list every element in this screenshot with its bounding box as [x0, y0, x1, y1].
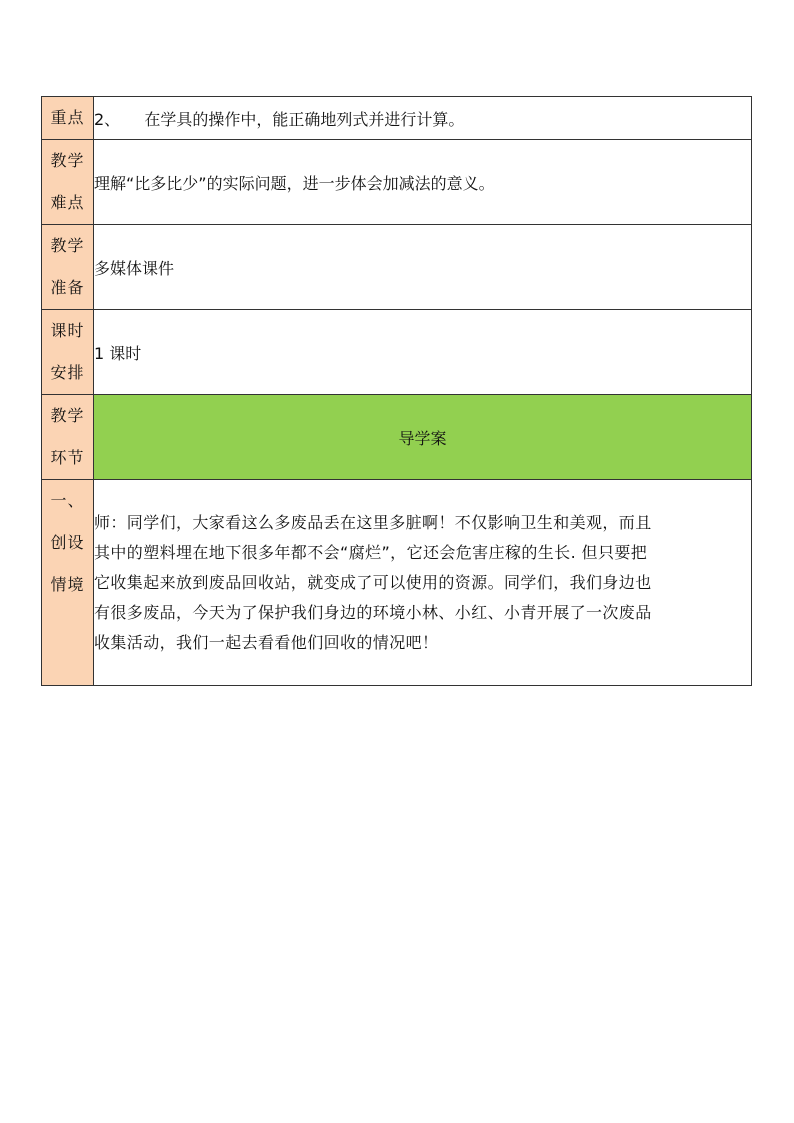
- difficulty-label: 教学 难点: [42, 140, 94, 225]
- difficulty-text: 理解“比多比少”的实际问题，进一步体会加减法的意义。: [94, 140, 752, 225]
- preparation-label: 教学 准备: [42, 225, 94, 310]
- schedule-label: 课时 安排: [42, 310, 94, 395]
- lesson-plan-table: [41, 96, 752, 686]
- schedule-text: 1 课时: [94, 310, 752, 395]
- preparation-text: 多媒体课件: [94, 225, 752, 310]
- segment-label: 教学 环节: [42, 395, 94, 480]
- preparation-row: [42, 225, 752, 310]
- schedule-row: [42, 310, 752, 395]
- segment-row: [42, 395, 752, 480]
- segment-header: 导学案: [94, 395, 752, 480]
- scenario-line: 其中的塑料埋在地下很多年都不会“腐烂”，它还会危害庄稼的生长. 但只要把: [94, 542, 648, 562]
- scenario-label: 一、 创设 情境: [42, 480, 94, 686]
- key-point-text: 在学具的操作中，能正确地列式并进行计算。: [144, 109, 465, 129]
- scenario-row: [42, 480, 752, 686]
- scenario-line: 收集活动，我们一起去看看他们回收的情况吧！: [94, 632, 439, 652]
- scenario-text: [94, 480, 752, 686]
- key-point-number: 2、: [94, 109, 121, 129]
- scenario-line: 它收集起来放到废品回收站，就变成了可以使用的资源。同学们，我们身边也: [94, 572, 652, 592]
- scenario-line: 有很多废品，今天为了保护我们身边的环境小林、小红、小青开展了一次废品: [94, 602, 652, 622]
- key-point-row: [42, 97, 752, 140]
- difficulty-row: [42, 140, 752, 225]
- key-point-cell: [94, 97, 752, 140]
- scenario-line: 师：同学们，大家看这么多废品丢在这里多脏啊！不仅影响卫生和美观，而且: [94, 512, 652, 532]
- key-point-label: 重点: [42, 97, 94, 140]
